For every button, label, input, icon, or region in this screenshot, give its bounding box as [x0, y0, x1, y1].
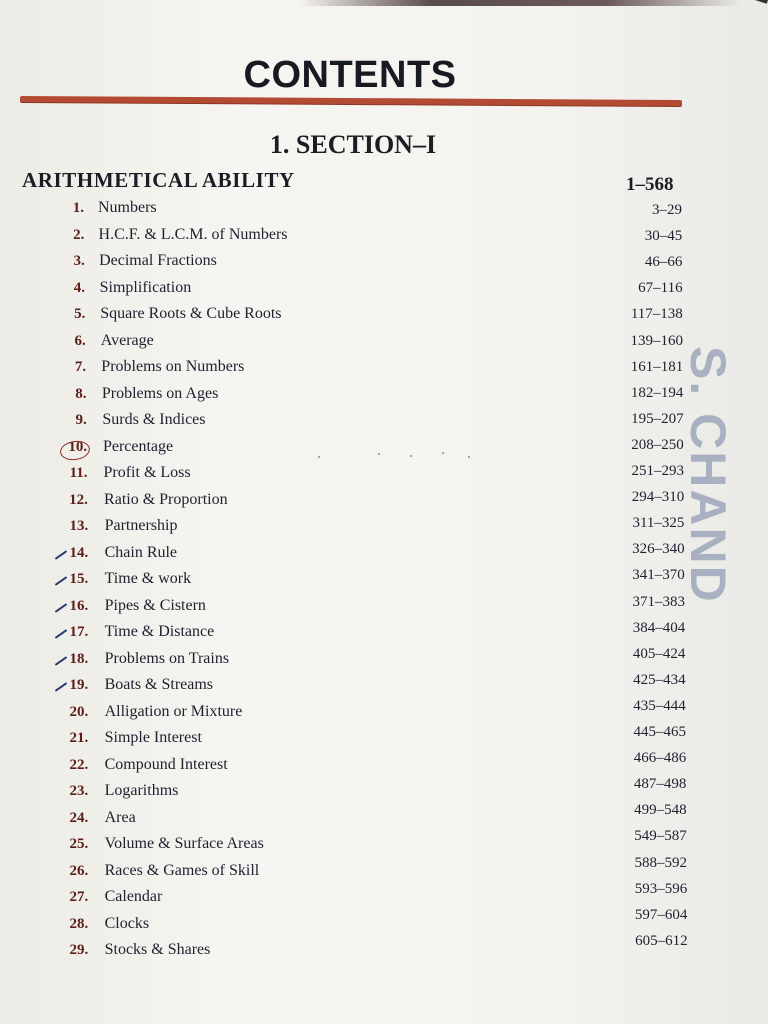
- chapter-number: 22.: [69, 756, 89, 773]
- chapter-number: 27.: [69, 889, 89, 905]
- chapter-number: 29.: [69, 942, 89, 958]
- chapter-page-range: 341–370: [632, 567, 685, 584]
- chapter-title: Logarithms: [104, 782, 179, 799]
- chapter-number: 17.: [69, 624, 89, 640]
- chapter-page-range: 405–424: [632, 645, 686, 662]
- chapter-title: Ratio & Proportion: [104, 490, 228, 508]
- chapter-page-range: 251–293: [631, 463, 684, 479]
- chapter-title: Problems on Trains: [104, 649, 230, 667]
- chapter-title: Simplification: [99, 278, 192, 296]
- chapter-page-range: 499–548: [634, 802, 687, 819]
- chapter-page-range: 425–434: [633, 671, 686, 688]
- part-page-range: 1–568: [626, 174, 674, 195]
- chapter-page-range: 597–604: [634, 906, 688, 923]
- chapter-page-range: 67–116: [638, 280, 683, 297]
- part-heading: ARITHMETICAL ABILITY: [22, 168, 295, 192]
- chapter-title: Problems on Numbers: [101, 358, 245, 375]
- page-title: CONTENTS: [243, 54, 457, 96]
- chapter-number: 5.: [74, 306, 86, 322]
- chapter-page-range: 139–160: [630, 332, 683, 349]
- speck: [318, 456, 320, 458]
- chapter-title: Area: [104, 808, 136, 826]
- chapter-page-range: 30–45: [644, 228, 683, 245]
- chapter-number: 7.: [74, 359, 87, 375]
- chapter-page-range: 195–207: [631, 410, 684, 427]
- chapter-number: 19.: [69, 677, 89, 693]
- chapter-number: 8.: [75, 385, 87, 402]
- chapter-title: H.C.F. & L.C.M. of Numbers: [98, 225, 288, 243]
- chapter-number: 11.: [69, 465, 88, 481]
- chapter-page-range: 605–612: [635, 932, 688, 949]
- chapter-title: Simple Interest: [104, 729, 202, 746]
- chapter-title: Numbers: [98, 199, 157, 216]
- chapter-number: 4.: [73, 279, 86, 296]
- chapter-page-range: 435–444: [633, 697, 686, 714]
- chapter-page-range: 466–486: [633, 750, 687, 767]
- chapter-number: 23.: [69, 783, 89, 799]
- chapter-title: Stocks & Shares: [104, 941, 211, 958]
- chapter-number: 21.: [69, 730, 89, 746]
- chapter-number: 25.: [69, 836, 89, 852]
- chapter-number: 13.: [69, 518, 89, 534]
- chapter-title: Square Roots & Cube Roots: [100, 305, 282, 322]
- speck: [410, 455, 412, 457]
- chapter-number: 15.: [69, 571, 89, 587]
- chapter-number: 9.: [75, 412, 87, 428]
- chapter-title: Time & work: [104, 570, 192, 587]
- chapter-title: Volume & Surface Areas: [104, 835, 264, 852]
- chapter-title: Alligation or Mixture: [104, 702, 243, 720]
- chapter-page-range: 311–325: [632, 515, 685, 532]
- chapter-number: 24.: [69, 809, 89, 826]
- chapter-title: Pipes & Cistern: [104, 596, 206, 614]
- chapter-number: 28.: [69, 915, 89, 932]
- chapter-page-range: 182–194: [630, 384, 684, 401]
- chapter-title: Percentage: [102, 437, 174, 455]
- chapter-page-range: 326–340: [632, 541, 685, 558]
- speck: [378, 453, 380, 455]
- page-top-edge: [300, 0, 740, 6]
- chapter-title: Partnership: [104, 517, 178, 534]
- chapter-page-range: 3–29: [652, 202, 682, 218]
- chapter-number: 6.: [74, 332, 86, 349]
- chapter-title: Time & Distance: [104, 623, 215, 640]
- chapter-title: Profit & Loss: [103, 464, 191, 481]
- chapter-number: 14.: [69, 544, 89, 561]
- chapter-page-range: 371–383: [632, 593, 685, 610]
- chapter-page-range: 117–138: [630, 306, 683, 323]
- speck: [468, 456, 470, 458]
- chapter-page-range: 549–587: [634, 828, 687, 845]
- chapter-number: 1.: [72, 200, 84, 216]
- section-title: 1. SECTION–I: [269, 130, 437, 159]
- chapter-page-range: 487–498: [633, 776, 687, 793]
- chapter-page-range: 161–181: [630, 358, 684, 375]
- chapter-page-range: 294–310: [631, 489, 685, 506]
- chapter-page-range: 445–465: [633, 724, 686, 740]
- chapter-title: Surds & Indices: [102, 411, 206, 428]
- chapter-title: Problems on Ages: [101, 384, 219, 402]
- chapter-number: 16.: [69, 597, 89, 614]
- chapter-number: 3.: [73, 253, 85, 269]
- chapter-number: 26.: [69, 862, 89, 879]
- chapter-number: 12.: [69, 491, 88, 508]
- chapter-page-range: 593–596: [634, 880, 688, 897]
- chapter-title: Calendar: [104, 888, 163, 905]
- chapter-page-range: 384–404: [632, 619, 686, 636]
- chapter-title: Decimal Fractions: [99, 252, 217, 269]
- speck: [442, 452, 444, 454]
- chapter-number: 10.: [68, 438, 88, 455]
- chapter-page-range: 208–250: [631, 436, 684, 453]
- chapter-title: Boats & Streams: [104, 676, 214, 693]
- chapter-page-range: 46–66: [644, 254, 683, 271]
- chapter-number: 20.: [69, 703, 89, 720]
- publisher-watermark: S. CHAND: [680, 346, 736, 604]
- chapter-title: Compound Interest: [104, 755, 228, 773]
- chapter-page-range: 588–592: [634, 854, 687, 871]
- chapter-title: Chain Rule: [104, 543, 178, 561]
- chapter-number: 18.: [69, 650, 89, 667]
- chapter-title: Races & Games of Skill: [104, 861, 260, 879]
- chapter-number: 2.: [73, 226, 85, 243]
- chapter-title: Average: [100, 331, 154, 349]
- chapter-title: Clocks: [104, 914, 150, 932]
